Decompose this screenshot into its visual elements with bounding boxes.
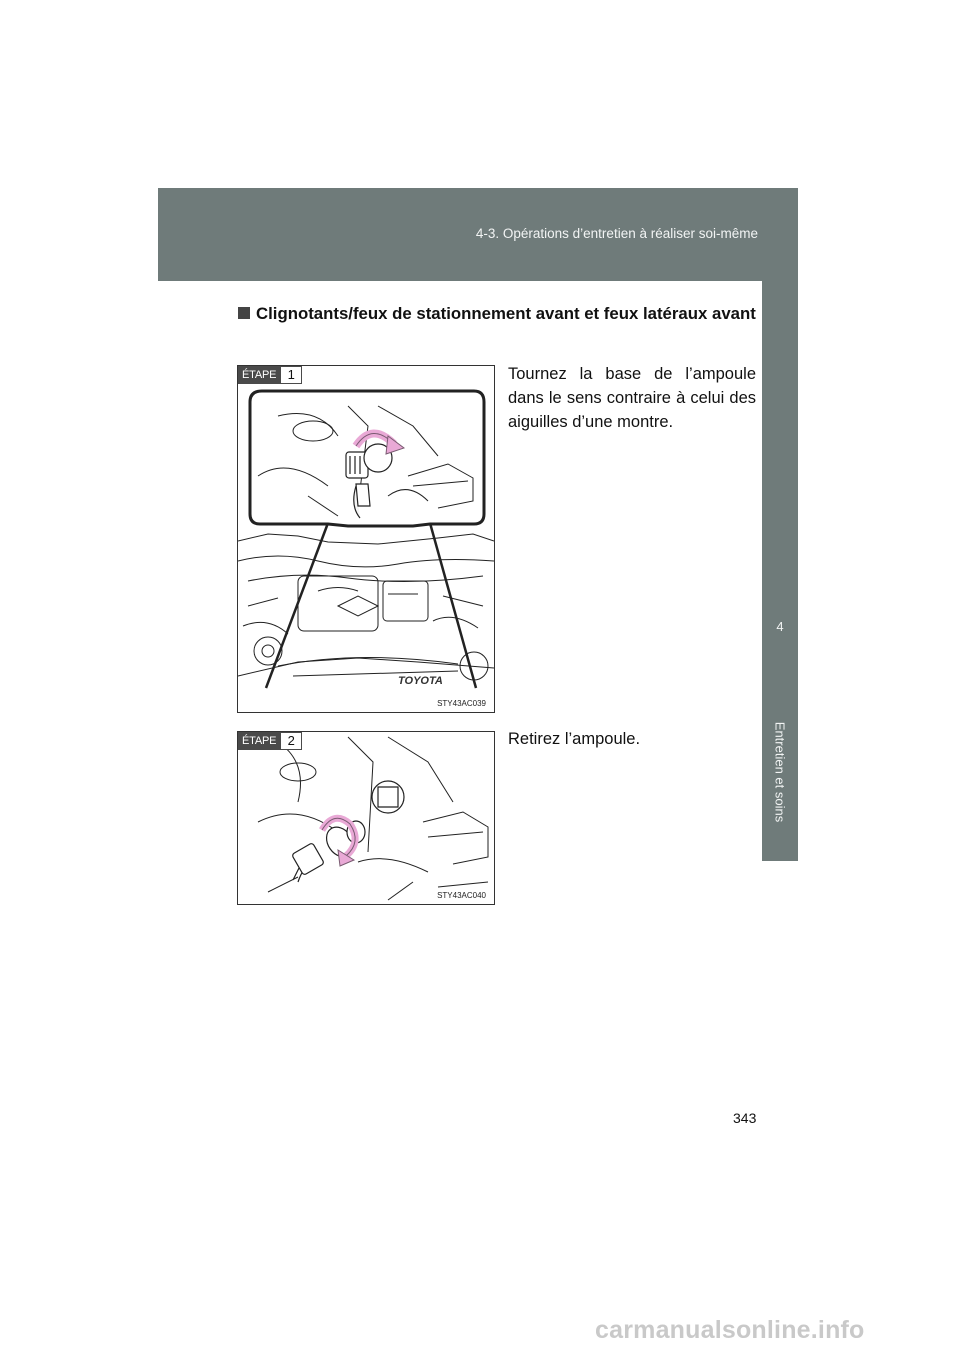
step-2-word: ÉTAPE — [238, 732, 280, 750]
chapter-title: Entretien et soins — [772, 721, 788, 823]
step-2-number: 2 — [280, 732, 302, 750]
step-2-instruction: Retirez l’ampoule. — [508, 730, 641, 748]
chapter-title-wrapper — [772, 697, 788, 847]
page-number: 343 — [733, 1110, 757, 1126]
chapter-number: 4 — [776, 619, 784, 634]
engine-bay-illustration — [238, 366, 494, 712]
watermark: carmanualsonline.info — [595, 1316, 865, 1344]
step-1-word: ÉTAPE — [238, 366, 280, 384]
chapter-side-tab — [762, 281, 798, 861]
step-2-figure-code: STY43AC040 — [437, 891, 486, 900]
step-2-badge — [238, 732, 302, 750]
bulb-removal-illustration — [238, 732, 494, 904]
section-heading — [238, 302, 756, 326]
step-2-figure — [237, 731, 495, 905]
section-title: 4-3. Opérations d’entretien à réaliser soi-même — [475, 226, 758, 241]
section-heading-text: Clignotants/feux de stationnement avant et feux latéraux avant — [256, 304, 756, 323]
toyota-lettering: TOYOTA — [398, 675, 443, 687]
square-bullet-icon — [238, 307, 250, 319]
header-band — [158, 188, 798, 281]
step-1-instruction: Tournez la base de l’ampoule dans le sens contraire à celui des aiguilles d’une montre. — [508, 365, 756, 431]
step-1-number: 1 — [280, 366, 302, 384]
step-1-badge — [238, 366, 302, 384]
step-1-figure-code: STY43AC039 — [437, 699, 486, 708]
step-1-figure — [237, 365, 495, 713]
